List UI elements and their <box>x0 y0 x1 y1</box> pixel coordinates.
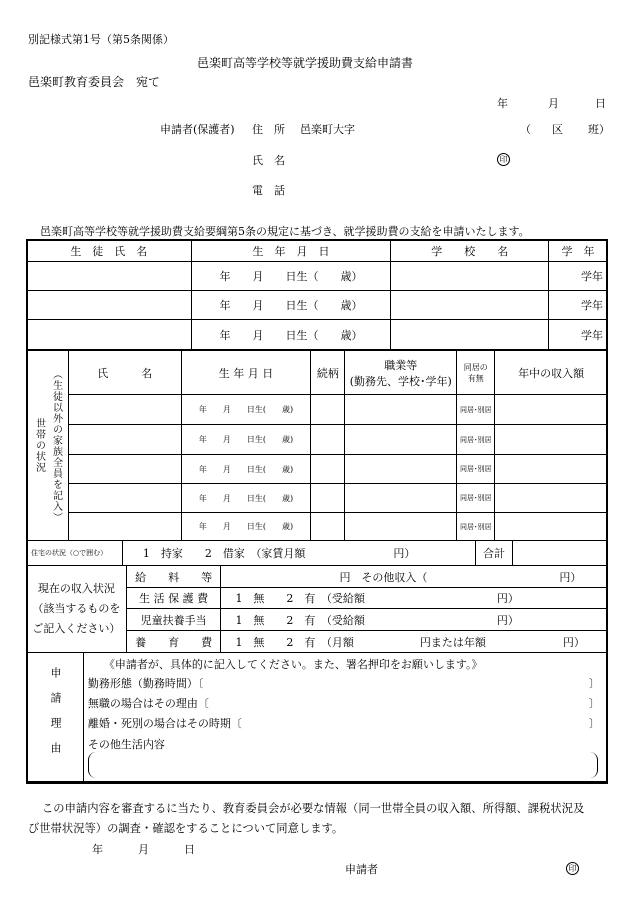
student-name-header: 生 徒 氏 名 <box>27 240 192 262</box>
consent-applicant-label: 申請者 <box>345 863 378 876</box>
household-relation-cell[interactable] <box>311 455 345 484</box>
reason-side-label: 申請理由 <box>27 653 84 784</box>
reason-instruction: 《申請者が、具体的に記入してください。また、署名押印をお願いします。》 <box>103 658 483 671</box>
district-ku: 区 <box>552 123 563 136</box>
date-year-label: 年 <box>497 97 508 110</box>
household-side-label: 世帯の状況 （生徒以外の家族全員を記入） <box>27 351 69 541</box>
reason-other-input[interactable] <box>88 752 598 778</box>
student-name-cell[interactable] <box>27 262 192 291</box>
student-table <box>26 239 608 350</box>
student-school-header: 学 校 名 <box>391 240 549 262</box>
housing-options[interactable]: 1 持家 2 借家 （家賃月額 円） <box>122 541 475 566</box>
reason-other-label: その他生活内容 <box>87 738 165 751</box>
reason-divorce-label[interactable]: 離婚・死別の場合はその時期〔 <box>87 717 242 730</box>
student-name-cell[interactable] <box>27 291 192 320</box>
income-detail-child-allowance[interactable]: 1 無 2 有 （受給額 円） <box>221 609 608 631</box>
household-relation-cell[interactable] <box>311 513 345 541</box>
reason-table <box>26 652 608 784</box>
table-row <box>27 513 608 541</box>
household-occupation-cell[interactable] <box>345 455 457 484</box>
student-grade-cell[interactable]: 学年 <box>549 320 608 350</box>
addressee: 邑楽町教育委員会 宛て <box>28 75 161 89</box>
household-cohabit-cell[interactable]: 同居･別居 <box>457 425 495 455</box>
student-grade-header: 学 年 <box>549 240 608 262</box>
housing-label: 住宅の状況（○で囲む） <box>27 541 123 566</box>
consent-month-label: 月 <box>138 843 149 856</box>
household-cohabit-cell[interactable]: 同居･別居 <box>457 395 495 425</box>
household-income-cell[interactable] <box>495 513 608 541</box>
household-relation-cell[interactable] <box>311 425 345 455</box>
income-label: 現在の収入状況 （該当するものを ご記入ください） <box>27 566 127 653</box>
household-income-header: 年中の収入額 <box>495 351 608 395</box>
household-occupation-cell[interactable] <box>345 425 457 455</box>
household-name-header: 氏 名 <box>68 351 181 395</box>
household-income-cell[interactable] <box>495 425 608 455</box>
table-row <box>27 320 608 350</box>
household-occupation-cell[interactable] <box>345 395 457 425</box>
income-detail-child-support[interactable]: 1 無 2 有 （月額 円または年額 円） <box>221 631 608 653</box>
consent-day-label: 日 <box>184 843 195 856</box>
household-occupation-header: 職業等 (勤務先、学校･学年) <box>345 351 457 395</box>
student-birth-cell[interactable]: 年 月 日生（ 歳） <box>191 291 391 320</box>
document-title: 邑楽町高等学校等就学援助費支給申請書 <box>197 56 414 70</box>
table-row <box>27 455 608 484</box>
household-birth-cell[interactable]: 年 月 日生( 歳) <box>181 455 311 484</box>
reason-unemployed-close: 〕 <box>588 697 600 710</box>
income-detail-salary[interactable]: 円 その他収入（ 円） <box>221 566 608 588</box>
table-row <box>27 395 608 425</box>
consent-seal-icon: 印 <box>566 861 579 875</box>
table-row <box>27 262 608 291</box>
income-table <box>26 565 608 653</box>
household-name-cell[interactable] <box>68 395 181 425</box>
household-occupation-cell[interactable] <box>345 513 457 541</box>
reason-unemployed-label[interactable]: 無職の場合はその理由〔 <box>87 697 209 710</box>
household-relation-cell[interactable] <box>311 484 345 513</box>
income-item-welfare: 生 活 保 護 費 <box>126 588 221 609</box>
income-item-salary: 給 料 等 <box>126 566 221 588</box>
household-birth-cell[interactable]: 年 月 日生( 歳) <box>181 425 311 455</box>
total-value-cell[interactable] <box>513 541 608 566</box>
applicant-label: 申請者(保護者) <box>160 123 235 136</box>
table-row <box>27 484 608 513</box>
household-cohabit-header: 同居の 有無 <box>457 351 495 395</box>
student-birth-cell[interactable]: 年 月 日生（ 歳） <box>191 320 391 350</box>
reason-divorce-close: 〕 <box>588 717 600 730</box>
household-relation-header: 続柄 <box>311 351 345 395</box>
household-birth-cell[interactable]: 年 月 日生( 歳) <box>181 484 311 513</box>
seal-icon: 印 <box>497 152 510 166</box>
reason-work-label[interactable]: 勤務形態（勤務時間）〔 <box>87 677 204 690</box>
household-income-cell[interactable] <box>495 484 608 513</box>
household-name-cell[interactable] <box>68 484 181 513</box>
date-day-label: 日 <box>595 97 606 110</box>
form-number: 別記様式第1号（第5条関係） <box>28 33 174 46</box>
income-item-child-allowance: 児童扶養手当 <box>126 609 221 631</box>
reason-content <box>83 653 607 784</box>
consent-year-label: 年 <box>92 843 103 856</box>
student-grade-cell[interactable]: 学年 <box>549 291 608 320</box>
student-birth-cell[interactable]: 年 月 日生（ 歳） <box>191 262 391 291</box>
household-birth-header: 生 年 月 日 <box>181 351 311 395</box>
housing-table <box>26 540 608 566</box>
student-school-cell[interactable] <box>391 320 549 350</box>
district-open: （ <box>520 123 531 136</box>
date-month-label: 月 <box>548 97 559 110</box>
name-label: 氏 名 <box>252 154 285 167</box>
student-school-cell[interactable] <box>391 262 549 291</box>
student-name-cell[interactable] <box>27 320 192 350</box>
household-name-cell[interactable] <box>68 425 181 455</box>
household-cohabit-cell[interactable]: 同居･別居 <box>457 484 495 513</box>
intro-text: 邑楽町高等学校等就学援助費支給要綱第5条の規定に基づき、就学援助費の支給を申請いたします。 <box>40 225 530 238</box>
household-cohabit-cell[interactable]: 同居･別居 <box>457 513 495 541</box>
household-income-cell[interactable] <box>495 455 608 484</box>
household-name-cell[interactable] <box>68 455 181 484</box>
reason-work-close: 〕 <box>588 677 600 690</box>
household-income-cell[interactable] <box>495 395 608 425</box>
consent-text-1: この申請内容を審査するに当たり、教育委員会が必要な情報（同一世帯全員の収入額、所得額、課税状況及 <box>42 802 585 815</box>
student-school-cell[interactable] <box>391 291 549 320</box>
household-birth-cell[interactable]: 年 月 日生( 歳) <box>181 395 311 425</box>
household-table <box>26 350 608 541</box>
phone-label: 電 話 <box>252 184 285 197</box>
household-occupation-cell[interactable] <box>345 484 457 513</box>
table-row <box>27 566 608 588</box>
total-label: 合計 <box>475 541 513 566</box>
table-row <box>27 291 608 320</box>
student-birth-header: 生 年 月 日 <box>191 240 391 262</box>
consent-text-2: び世帯状況等）の調査・確認をすることについて同意します。 <box>28 822 344 835</box>
household-cohabit-cell[interactable]: 同居･別居 <box>457 455 495 484</box>
address-value[interactable]: 邑楽町大字 <box>300 123 355 136</box>
income-detail-welfare[interactable]: 1 無 2 有 （受給額 円） <box>221 588 608 609</box>
household-name-cell[interactable] <box>68 513 181 541</box>
household-relation-cell[interactable] <box>311 395 345 425</box>
income-item-child-support: 養 育 費 <box>126 631 221 653</box>
student-grade-cell[interactable]: 学年 <box>549 262 608 291</box>
household-birth-cell[interactable]: 年 月 日生( 歳) <box>181 513 311 541</box>
address-label: 住 所 <box>252 123 285 136</box>
table-row <box>27 425 608 455</box>
district-han: 班） <box>588 123 610 136</box>
